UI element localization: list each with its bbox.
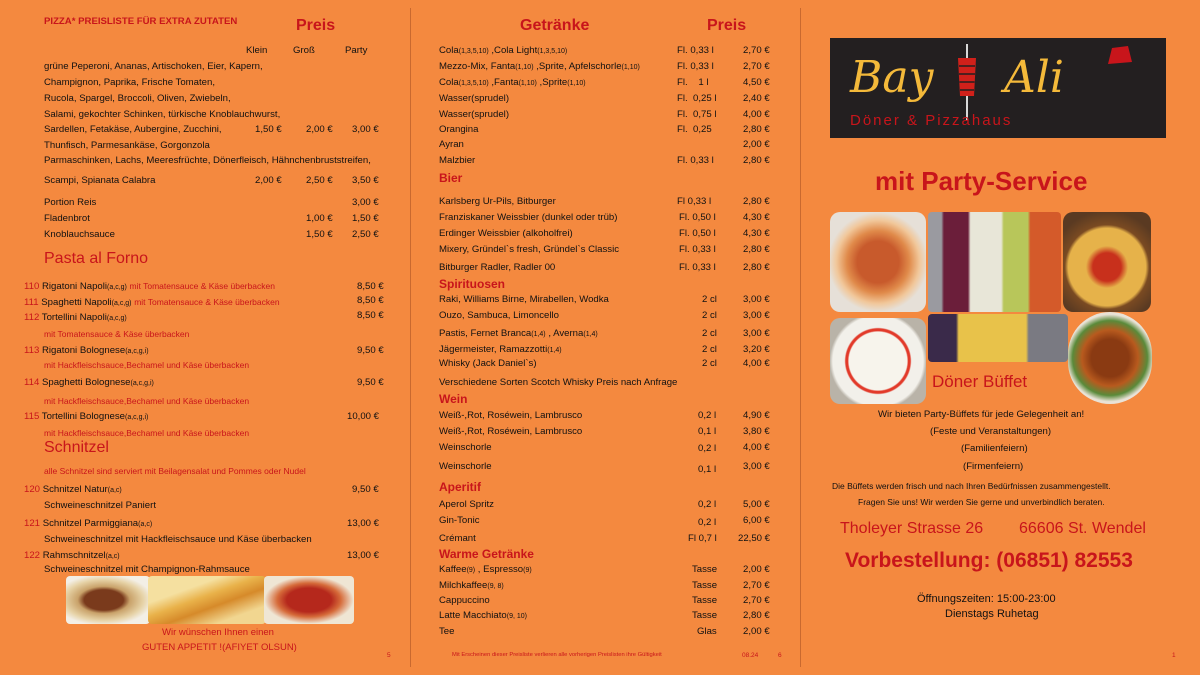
price-party: 3,50 €	[352, 175, 379, 186]
drink-name: Cola(1,3,5,10) ,Fanta(1,10) ,Sprite(1,10)	[439, 77, 586, 88]
drink-size: Fl. 0,25 l	[677, 93, 717, 104]
footer-date: 08.24	[742, 652, 759, 659]
drink-size: Tasse	[692, 610, 718, 621]
wein-title: Wein	[439, 392, 468, 406]
drink-size: Fl 0,7 l	[688, 533, 717, 544]
pasta-item: 114 Spaghetti Bolognese(a,c,g,i)	[24, 377, 154, 388]
drink-name: Wasser(sprudel)	[439, 109, 510, 120]
schnitzel-item: 120 Schnitzel Natur(a,c)	[24, 484, 122, 495]
info-line: (Firmenfeiern)	[963, 461, 1024, 472]
schnitzel-title: Schnitzel	[44, 439, 109, 456]
side-price: 1,50 €	[306, 229, 333, 240]
pasta-item: 111 Spaghetti Napoli(a,c,g) mit Tomatensauce & Käse überbacken	[24, 297, 280, 308]
drink-size: 0,2 l	[698, 410, 717, 421]
schnitzel-photo	[148, 576, 266, 624]
pasta-item: 110 Rigatoni Napoli(a,c,g) mit Tomatensauce & Käse überbacken	[24, 281, 275, 292]
drink-price: 2,80 €	[743, 196, 770, 207]
drink-price: 4,30 €	[743, 228, 770, 239]
buffet-photo	[928, 212, 1061, 312]
schnitzel-price: 13,00 €	[347, 550, 380, 561]
drink-name: Weinschorle	[439, 442, 492, 453]
drink-name: Tee	[439, 626, 455, 637]
drink-name: Malzbier	[439, 155, 476, 166]
schnitzel-price: 9,50 €	[352, 484, 379, 495]
side-price: 3,00 €	[352, 197, 379, 208]
whisky-note: Verschiedene Sorten Scotch Whisky Preis nach Anfrage	[439, 377, 678, 388]
drink-name: Cappuccino	[439, 595, 490, 606]
opening-hours: Öffnungszeiten: 15:00-23:00	[917, 593, 1056, 605]
drink-name: Orangina	[439, 124, 479, 135]
drinks-preis-header: Preis	[707, 17, 747, 34]
pasta-item: 112 Tortellini Napoli(a,c,g)	[24, 312, 127, 323]
extra-line: Sardellen, Fetakäse, Aubergine, Zucchini,	[44, 124, 222, 135]
info-line: (Feste und Veranstaltungen)	[930, 426, 1052, 437]
page-number: 6	[778, 652, 782, 659]
spirits-title: Spirituosen	[439, 277, 506, 291]
extra-line: Thunfisch, Parmesankäse, Gorgonzola	[44, 140, 210, 151]
info-line: Die Büffets werden frisch und nach Ihren Bedürfnissen zusammengestellt.	[832, 481, 1111, 491]
logo-hat	[1104, 44, 1134, 66]
drink-size: 0,2 l	[698, 517, 717, 528]
drink-name: Latte Macchiato(9, 10)	[439, 610, 527, 621]
doner-buffet-label: Döner Büffet	[932, 372, 1028, 391]
price-gross: 2,50 €	[306, 175, 333, 186]
drink-size: Fl. 0,33 l	[677, 61, 714, 72]
drink-size: Fl. 0,33 l	[679, 262, 716, 273]
buffet-photo	[1063, 212, 1151, 312]
pasta-desc: mit Hackfleischsauce,Bechamel und Käse überbacken	[44, 396, 250, 406]
side-name: Knoblauchsauce	[44, 229, 115, 240]
drink-name: Weiß-,Rot, Roséwein, Lambrusco	[439, 410, 583, 421]
drink-size: Fl. 0,25	[677, 124, 712, 135]
drink-name: Wasser(sprudel)	[439, 93, 510, 104]
drink-price: 3,00 €	[743, 328, 770, 339]
drink-name: Cola(1,3,5,10) ,Cola Light(1,3,5,10)	[439, 45, 568, 56]
bier-title: Bier	[439, 171, 463, 185]
drink-name: Ouzo, Sambuca, Limoncello	[439, 310, 559, 321]
pasta-desc: mit Tomatensauce & Käse überbacken	[44, 329, 190, 339]
drink-name: Raki, Williams Birne, Mirabellen, Wodka	[439, 294, 609, 305]
drink-size: Fl. 1 l	[677, 77, 709, 88]
drink-size: Fl. 0,75 l	[677, 109, 717, 120]
drink-price: 2,70 €	[743, 45, 770, 56]
side-name: Portion Reis	[44, 197, 97, 208]
logo-ali: Ali	[1004, 52, 1064, 103]
drink-price: 2,00 €	[743, 139, 770, 150]
logo-subtitle: Döner & Pizzahaus	[850, 112, 1013, 129]
drink-name: Ayran	[439, 139, 464, 150]
closed-day: Dienstags Ruhetag	[945, 608, 1039, 620]
address-city: 66606 St. Wendel	[1019, 520, 1146, 537]
drink-price: 2,80 €	[743, 155, 770, 166]
drink-price: 4,00 €	[743, 442, 770, 453]
drink-price: 4,00 €	[743, 109, 770, 120]
extras-title: PIZZA* PREISLISTE FÜR EXTRA ZUTATEN	[44, 16, 238, 27]
warm-drinks-title: Warme Getränke	[439, 547, 534, 561]
schnitzel-desc: Schweineschnitzel Paniert	[44, 500, 156, 511]
drink-price: 3,00 €	[743, 461, 770, 472]
drink-name: Aperol Spritz	[439, 499, 494, 510]
drink-price: 2,80 €	[743, 262, 770, 273]
page-number: 1	[1172, 652, 1176, 659]
schnitzel-photo	[264, 576, 354, 624]
drink-name: Kaffee(9) , Espresso(9)	[439, 564, 532, 575]
drink-size: Fl. 0,33 l	[677, 155, 714, 166]
col-klein: Klein	[246, 45, 268, 56]
pasta-price: 8,50 €	[357, 310, 384, 321]
side-price: 2,50 €	[352, 229, 379, 240]
price-klein: 2,00 €	[255, 175, 282, 186]
drink-name: Gin-Tonic	[439, 515, 480, 526]
info-line: Wir bieten Party-Büffets für jede Gelegenheit an!	[878, 409, 1085, 420]
drink-name: Whisky (Jack Daniel`s)	[439, 358, 537, 369]
extra-line: Scampi, Spianata Calabra	[44, 175, 156, 186]
doner-spit-icon	[954, 44, 980, 120]
schnitzel-photo	[66, 576, 150, 624]
drink-price: 2,00 €	[743, 626, 770, 637]
price-klein: 1,50 €	[255, 124, 282, 135]
side-price: 1,00 €	[306, 213, 333, 224]
side-price: 1,50 €	[352, 213, 379, 224]
drink-price: 2,70 €	[743, 595, 770, 606]
drink-price: 2,70 €	[743, 61, 770, 72]
info-line: Fragen Sie uns! Wir werden Sie gerne und unverbindlich beraten.	[858, 497, 1105, 507]
pasta-price: 8,50 €	[357, 281, 384, 292]
fold-line	[800, 8, 801, 667]
logo	[830, 38, 1166, 138]
page-number: 5	[387, 652, 391, 659]
price-gross: 2,00 €	[306, 124, 333, 135]
wish-line-1: Wir wünschen Ihnen einen	[162, 627, 274, 638]
drink-size: 2 cl	[702, 310, 717, 321]
drink-price: 2,80 €	[743, 244, 770, 255]
drink-size: 2 cl	[702, 344, 717, 355]
drink-size: 0,1 l	[698, 464, 717, 475]
extras-preis-header: Preis	[296, 17, 336, 34]
schnitzel-item: 122 Rahmschnitzel(a,c)	[24, 550, 120, 561]
drink-name: Karlsberg Ur-Pils, Bitburger	[439, 196, 556, 207]
drink-name: Weiß-,Rot, Roséwein, Lambrusco	[439, 426, 583, 437]
pasta-price: 9,50 €	[357, 377, 384, 388]
drink-name: Milchkaffee(9, 8)	[439, 580, 504, 591]
pasta-price: 9,50 €	[357, 345, 384, 356]
drink-name: Erdinger Weissbier (alkoholfrei)	[439, 228, 573, 239]
pasta-title: Pasta al Forno	[44, 250, 149, 267]
schnitzel-item: 121 Schnitzel Parmiggiana(a,c)	[24, 518, 153, 529]
logo-bay: Bay	[850, 52, 934, 103]
drink-price: 2,80 €	[743, 124, 770, 135]
drink-price: 2,40 €	[743, 93, 770, 104]
drink-name: Crémant	[439, 533, 476, 544]
schnitzel-note: alle Schnitzel sind serviert mit Beilagensalat und Pommes oder Nudel	[44, 466, 306, 476]
phone-number[interactable]: Vorbestellung: (06851) 82553	[845, 549, 1133, 572]
drink-price: 4,00 €	[743, 358, 770, 369]
info-line: (Familienfeiern)	[961, 443, 1028, 454]
drink-price: 3,00 €	[743, 294, 770, 305]
pasta-item: 115 Tortellini Bolognese(a,c,g,i)	[24, 411, 149, 422]
drink-size: 0,2 l	[698, 443, 717, 454]
extra-line: Champignon, Paprika, Frische Tomaten,	[44, 77, 215, 88]
pasta-price: 10,00 €	[347, 411, 380, 422]
party-service-title: mit Party-Service	[875, 166, 1088, 196]
drink-price: 4,90 €	[743, 410, 770, 421]
drink-size: Fl. 0,33 l	[679, 244, 716, 255]
extra-line: Salami, gekochter Schinken, türkische Knoblauchwurst,	[44, 109, 281, 120]
drink-price: 5,00 €	[743, 499, 770, 510]
drink-price: 6,00 €	[743, 515, 770, 526]
drink-name: Jägermeister, Ramazzotti(1,4)	[439, 344, 562, 355]
drink-name: Weinschorle	[439, 461, 492, 472]
drink-size: Fl. 0,50 l	[679, 228, 716, 239]
fold-line	[410, 8, 411, 667]
buffet-photo	[1068, 312, 1152, 404]
drink-price: 3,20 €	[743, 344, 770, 355]
drink-price: 4,50 €	[743, 77, 770, 88]
drink-size: Tasse	[692, 564, 718, 575]
drink-price: 22,50 €	[738, 533, 771, 544]
drink-size: 2 cl	[702, 358, 717, 369]
pasta-item: 113 Rigatoni Bolognese(a,c,g,i)	[24, 345, 149, 356]
aperitif-title: Aperitif	[439, 480, 481, 494]
schnitzel-price: 13,00 €	[347, 518, 380, 529]
extra-line: Parmaschinken, Lachs, Meeresfrüchte, Dönerfleisch, Hähnchenbruststreifen,	[44, 155, 371, 166]
drink-size: Glas	[697, 626, 717, 637]
col-gross: Groß	[293, 45, 315, 56]
pasta-desc: mit Hackfleischsauce,Bechamel und Käse überbacken	[44, 428, 250, 438]
side-name: Fladenbrot	[44, 213, 90, 224]
drink-price: 2,80 €	[743, 610, 770, 621]
drink-size: 0,1 l	[698, 426, 717, 437]
buffet-photo	[928, 314, 1068, 362]
drink-price: 3,80 €	[743, 426, 770, 437]
pasta-price: 8,50 €	[357, 295, 384, 306]
drink-size: Tasse	[692, 595, 718, 606]
drink-size: Fl. 0,50 l	[679, 212, 716, 223]
wish-line-2: GUTEN APPETIT !(AFIYET OLSUN)	[142, 642, 297, 653]
drink-size: 0,2 l	[698, 499, 717, 510]
drink-name: Mezzo-Mix, Fanta(1,10) ,Sprite, Apfelschorle(1,10)	[439, 61, 640, 72]
drink-size: Fl. 0,33 l	[677, 45, 714, 56]
drink-size: Fl 0,33 l	[677, 196, 712, 207]
pasta-desc: mit Hackfleischsauce,Bechamel und Käse überbacken	[44, 360, 250, 370]
schnitzel-desc: Schweineschnitzel mit Champignon-Rahmsauce	[44, 564, 250, 575]
drink-price: 3,00 €	[743, 310, 770, 321]
col-party: Party	[345, 45, 368, 56]
extra-line: Rucola, Spargel, Broccoli, Oliven, Zwiebeln,	[44, 93, 231, 104]
drink-size: 2 cl	[702, 328, 717, 339]
drink-price: 2,70 €	[743, 580, 770, 591]
drink-price: 4,30 €	[743, 212, 770, 223]
drink-name: Mixery, Gründel`s fresh, Gründel`s Classic	[439, 244, 620, 255]
drink-name: Pastis, Fernet Branca(1,4) , Averna(1,4)	[439, 328, 598, 339]
price-footer-note: Mit Erscheinen dieser Preisliste verlieren alle vorherigen Preislisten ihre Gültigkeit	[452, 652, 662, 658]
address-street: Tholeyer Strasse 26	[840, 520, 984, 537]
drink-name: Bitburger Radler, Radler 00	[439, 262, 556, 273]
drinks-title: Getränke	[520, 17, 590, 34]
drink-name: Franziskaner Weissbier (dunkel oder trüb)	[439, 212, 618, 223]
schnitzel-desc: Schweineschnitzel mit Hackfleischsauce und Käse überbacken	[44, 534, 312, 545]
drink-size: 2 cl	[702, 294, 717, 305]
buffet-photo	[830, 318, 926, 404]
drink-price: 2,00 €	[743, 564, 770, 575]
drink-size: Tasse	[692, 580, 718, 591]
buffet-photo	[830, 212, 926, 312]
extra-line: grüne Peperoni, Ananas, Artischoken, Eier, Kapern,	[44, 61, 263, 72]
price-party: 3,00 €	[352, 124, 379, 135]
